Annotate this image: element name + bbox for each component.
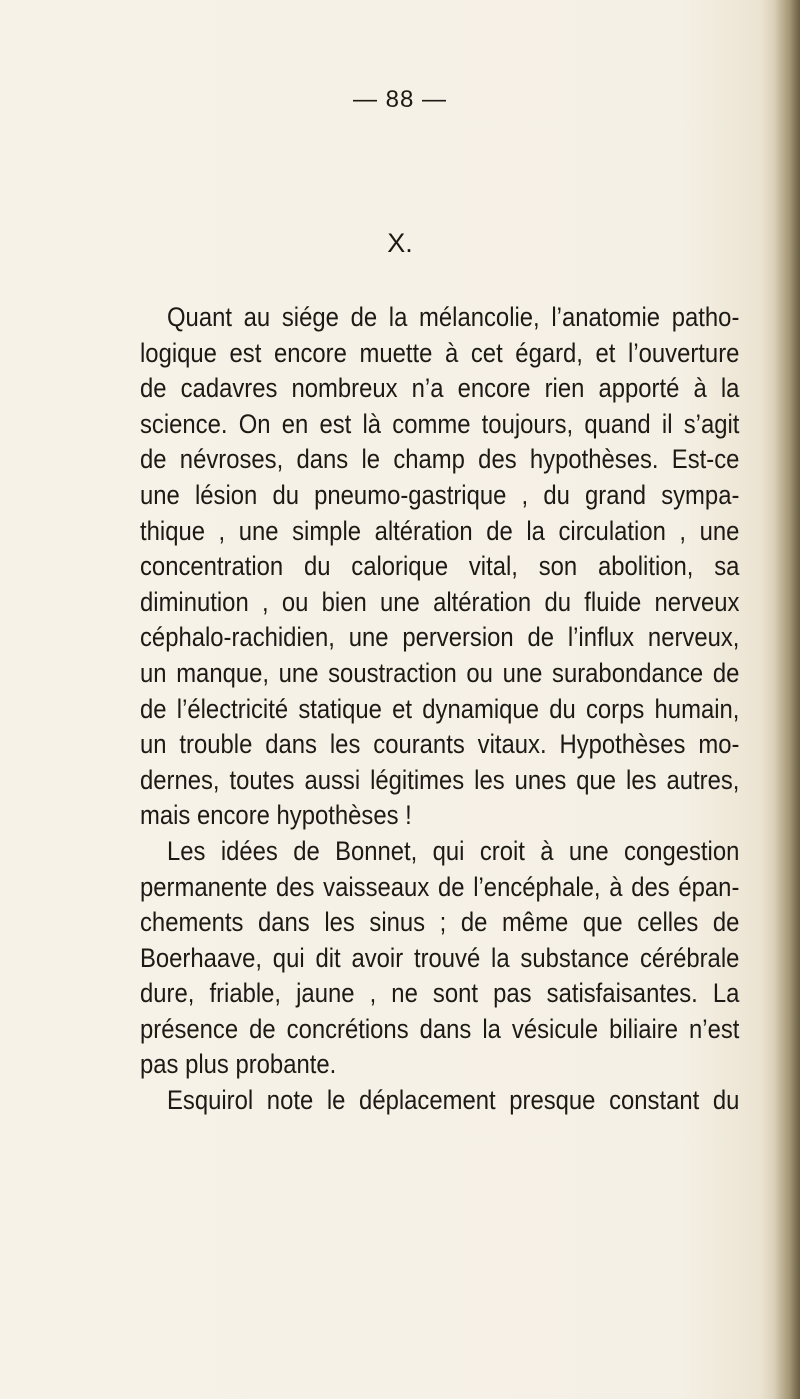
text-line: dure, friable, jaune , ne sont pas satisfaisantes. La [140, 978, 740, 1009]
text-line: céphalo-rachidien, une perversion de l’influx nerveux, [140, 622, 740, 653]
text-line: un trouble dans les courants vitaux. Hypothèses mo- [140, 729, 740, 760]
text-line: diminution , ou bien une altération du fluide nerveux [140, 586, 740, 617]
text-line: une lésion du pneumo-gastrique , du grand sympa- [140, 479, 740, 510]
text-line: présence de concrétions dans la vésicule biliaire n’est [140, 1013, 740, 1044]
text-line: Quant au siége de la mélancolie, l’anatomie patho- [167, 302, 740, 332]
text-line: de cadavres nombreux n’a encore rien apporté à la [140, 373, 740, 404]
text-line: pas plus probante. [140, 1049, 337, 1080]
text-line: science. On en est là comme toujours, quand il s’agit [140, 408, 740, 439]
text-line: mais encore hypothèses ! [140, 800, 412, 831]
text-line: permanente des vaisseaux de l’encéphale, à des épan- [140, 871, 740, 902]
text-line: Les idées de Bonnet, qui croit à une congestion [167, 835, 740, 866]
page-number: — 88 — [352, 86, 448, 113]
text-line: Boerhaave, qui dit avoir trouvé la substance cérébrale [140, 942, 740, 973]
text-line: logique est encore muette à cet égard, et l’ouverture [140, 337, 740, 368]
text-line: chements dans les sinus ; de même que celles de [140, 907, 740, 938]
text-line: concentration du calorique vital, son abolition, sa [140, 551, 740, 582]
page-edge-shadow [774, 0, 800, 1399]
body-text [140, 300, 739, 1119]
section-heading: X. [387, 228, 413, 258]
text-line: dernes, toutes aussi légitimes les unes que les autres, [140, 764, 740, 795]
text-line: de l’électricité statique et dynamique du corps humain, [140, 693, 740, 724]
text-line: thique , une simple altération de la circulation , une [140, 515, 740, 546]
text-line: de névroses, dans le champ des hypothèses. Est-ce [140, 444, 740, 475]
text-line: Esquirol note le déplacement presque constant du [167, 1085, 740, 1116]
text-line: un manque, une soustraction ou une surabondance de [140, 657, 740, 688]
